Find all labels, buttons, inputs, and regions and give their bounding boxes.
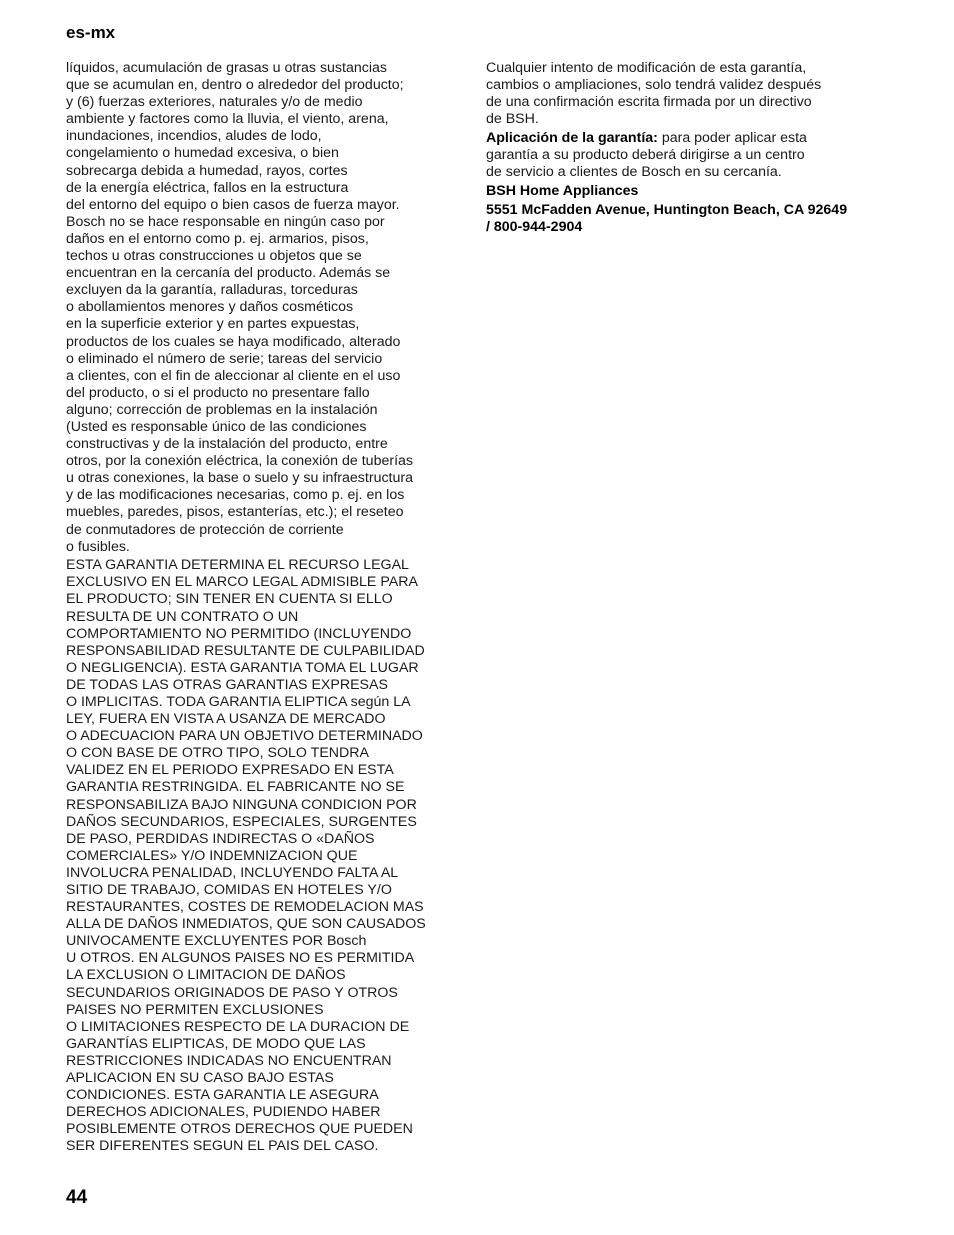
text-line: O NEGLIGENCIA). ESTA GARANTIA TOMA EL LUGAR — [66, 659, 419, 676]
legal-disclaimer-paragraph — [66, 557, 446, 1155]
right-column — [486, 60, 876, 236]
text-line: o abollamientos menores y daños cosméticos — [66, 299, 354, 316]
phone-line: / 800-944-2904 — [486, 218, 583, 235]
text-line: sobrecarga debida a humedad, rayos, cortes — [66, 162, 348, 179]
text-line: Cualquier intento de modificación de esta garantía, — [486, 60, 807, 76]
text-line: encuentran en la cercanía del producto. Además se — [66, 265, 391, 282]
text-line: GARANTÍAS ELIPTICAS, DE MODO QUE LAS — [66, 1035, 366, 1052]
text-line: ALLA DE DAÑOS INMEDIATOS, QUE SON CAUSADOS — [66, 916, 426, 933]
address-line: 5551 McFadden Avenue, Huntington Beach, CA 92649 — [486, 201, 848, 218]
text-line: del producto, o si el producto no presentare fallo — [66, 384, 370, 401]
text-line: RESTAURANTES, COSTES DE REMODELACION MAS — [66, 899, 424, 916]
text-line: que se acumulan en, dentro o alrededor del producto; — [66, 77, 404, 94]
text-line: del entorno del equipo o bien casos de fuerza mayor. — [66, 196, 400, 213]
text-line: u otras conexiones, la base o suelo y su infraestructura — [66, 470, 413, 487]
text-line: SITIO DE TRABAJO, COMIDAS EN HOTELES Y/O — [66, 882, 392, 898]
text-line: PAISES NO PERMITEN EXCLUSIONES — [66, 1001, 324, 1018]
text-line: de una confirmación escrita firmada por un directivo — [486, 94, 812, 111]
text-line: SECUNDARIOS ORIGINADOS DE PASO Y OTROS — [66, 984, 398, 1001]
text-line: a clientes, con el fin de aleccionar al cliente en el uso — [66, 367, 401, 384]
page-number: 44 — [66, 1187, 88, 1208]
text-line: APLICACION EN SU CASO BAJO ESTAS — [66, 1070, 334, 1087]
text-line: DE TODAS LAS OTRAS GARANTIAS EXPRESAS — [66, 676, 388, 693]
text-line: VALIDEZ EN EL PERIODO EXPRESADO EN ESTA — [66, 762, 394, 779]
text-line: LA EXCLUSION O LIMITACION DE DAÑOS — [66, 967, 346, 984]
text-line: EL PRODUCTO; SIN TENER EN CUENTA SI ELLO — [66, 591, 393, 608]
text-line: productos de los cuales se haya modificado, alterado — [66, 333, 401, 350]
text-line: POSIBLEMENTE OTROS DERECHOS QUE PUEDEN — [66, 1121, 413, 1138]
text-line: de la energía eléctrica, fallos en la estructura — [66, 179, 349, 196]
text-line: INVOLUCRA PENALIDAD, INCLUYENDO FALTA AL — [66, 864, 399, 881]
text-line: alguno; corrección de problemas en la instalación — [66, 401, 378, 418]
text-line: y (6) fuerzas exteriores, naturales y/o de medio — [66, 94, 363, 111]
modification-paragraph — [486, 60, 876, 128]
text-line: GARANTIA RESTRINGIDA. EL FABRICANTE NO SE — [66, 779, 405, 796]
text-line: (Usted es responsable único de las condiciones — [66, 418, 367, 435]
text-line: techos u otras construcciones u objetos que se — [66, 248, 362, 265]
text-line: RESULTA DE UN CONTRATO O UN — [66, 608, 299, 625]
text-line: DE PASO, PERDIDAS INDIRECTAS O «DAÑOS — [66, 830, 375, 847]
text-line: EXCLUSIVO EN EL MARCO LEGAL ADMISIBLE PARA — [66, 574, 418, 591]
text-line: SER DIFERENTES SEGUN EL PAIS DEL CASO. — [66, 1138, 379, 1155]
application-paragraph — [486, 130, 876, 181]
text-line: CONDICIONES. ESTA GARANTIA LE ASEGURA — [66, 1087, 379, 1104]
text-line: de servicio a clientes de Bosch en su cercanía. — [486, 164, 782, 181]
company-name: BSH Home Appliances — [486, 182, 639, 199]
text-line: O ADECUACION PARA UN OBJETIVO DETERMINADO — [66, 728, 423, 745]
text-line: U OTROS. EN ALGUNOS PAISES NO ES PERMITIDA — [66, 950, 415, 967]
text-line: ambiente y factores como la lluvia, el viento, arena, — [66, 111, 389, 128]
text-line: daños en el entorno como p. ej. armarios, pisos, — [66, 230, 369, 247]
text-line: cambios o ampliaciones, solo tendrá validez después — [486, 77, 822, 94]
text-line: en la superficie exterior y en partes expuestas, — [66, 316, 360, 333]
left-column — [66, 60, 446, 1156]
text-line: DAÑOS SECUNDARIOS, ESPECIALES, SURGENTES — [66, 813, 417, 830]
application-label: Aplicación de la garantía: — [486, 129, 658, 146]
text-line: muebles, paredes, pisos, estanterías, etc.); el reseteo — [66, 504, 404, 521]
text-line: COMERCIALES» Y/O INDEMNIZACION QUE — [66, 847, 358, 864]
text-line: RESTRICCIONES INDICADAS NO ENCUENTRAN — [66, 1052, 392, 1069]
text-line: O CON BASE DE OTRO TIPO, SOLO TENDRA — [66, 745, 369, 762]
warranty-exclusions-paragraph — [66, 60, 446, 556]
text-line: excluyen da la garantía, ralladuras, torceduras — [66, 282, 358, 299]
text-line: COMPORTAMIENTO NO PERMITIDO (INCLUYENDO — [66, 625, 412, 642]
language-code: es-mx — [66, 23, 116, 42]
text-line: constructivas y de la instalación del producto, entre — [66, 436, 388, 453]
text-line: líquidos, acumulación de grasas u otras sustancias — [66, 60, 387, 76]
text-line: congelamiento o humedad excesiva, o bien — [66, 145, 339, 162]
text-line: inundaciones, incendios, aludes de lodo, — [66, 128, 322, 145]
text-line: DERECHOS ADICIONALES, PUDIENDO HABER — [66, 1104, 381, 1121]
text-line: o fusibles. — [66, 538, 130, 555]
text-line: de BSH. — [486, 111, 539, 128]
text-line: ESTA GARANTIA DETERMINA EL RECURSO LEGAL — [66, 557, 409, 574]
text-line: de conmutadores de protección de corriente — [66, 521, 344, 538]
text-line: O IMPLICITAS. TODA GARANTIA ELIPTICA según LA — [66, 693, 411, 710]
text-line: UNIVOCAMENTE EXCLUYENTES POR Bosch — [66, 933, 367, 950]
text-line: LEY, FUERA EN VISTA A USANZA DE MERCADO — [66, 711, 386, 728]
text-line: y de las modificaciones necesarias, como p. ej. en los — [66, 487, 405, 504]
text-line: Bosch no se hace responsable en ningún caso por — [66, 213, 385, 230]
text-line: o eliminado el número de serie; tareas del servicio — [66, 350, 383, 367]
text-line: O LIMITACIONES RESPECTO DE LA DURACION DE — [66, 1018, 410, 1035]
text-line: RESPONSABILIDAD RESULTANTE DE CULPABILIDAD — [66, 642, 425, 659]
text-line: garantía a su producto deberá dirigirse a un centro — [486, 146, 805, 163]
text-line: otros, por la conexión eléctrica, la conexión de tuberías — [66, 453, 414, 470]
application-text: para poder aplicar esta — [657, 129, 807, 146]
text-line: RESPONSABILIZA BAJO NINGUNA CONDICION POR — [66, 796, 417, 813]
